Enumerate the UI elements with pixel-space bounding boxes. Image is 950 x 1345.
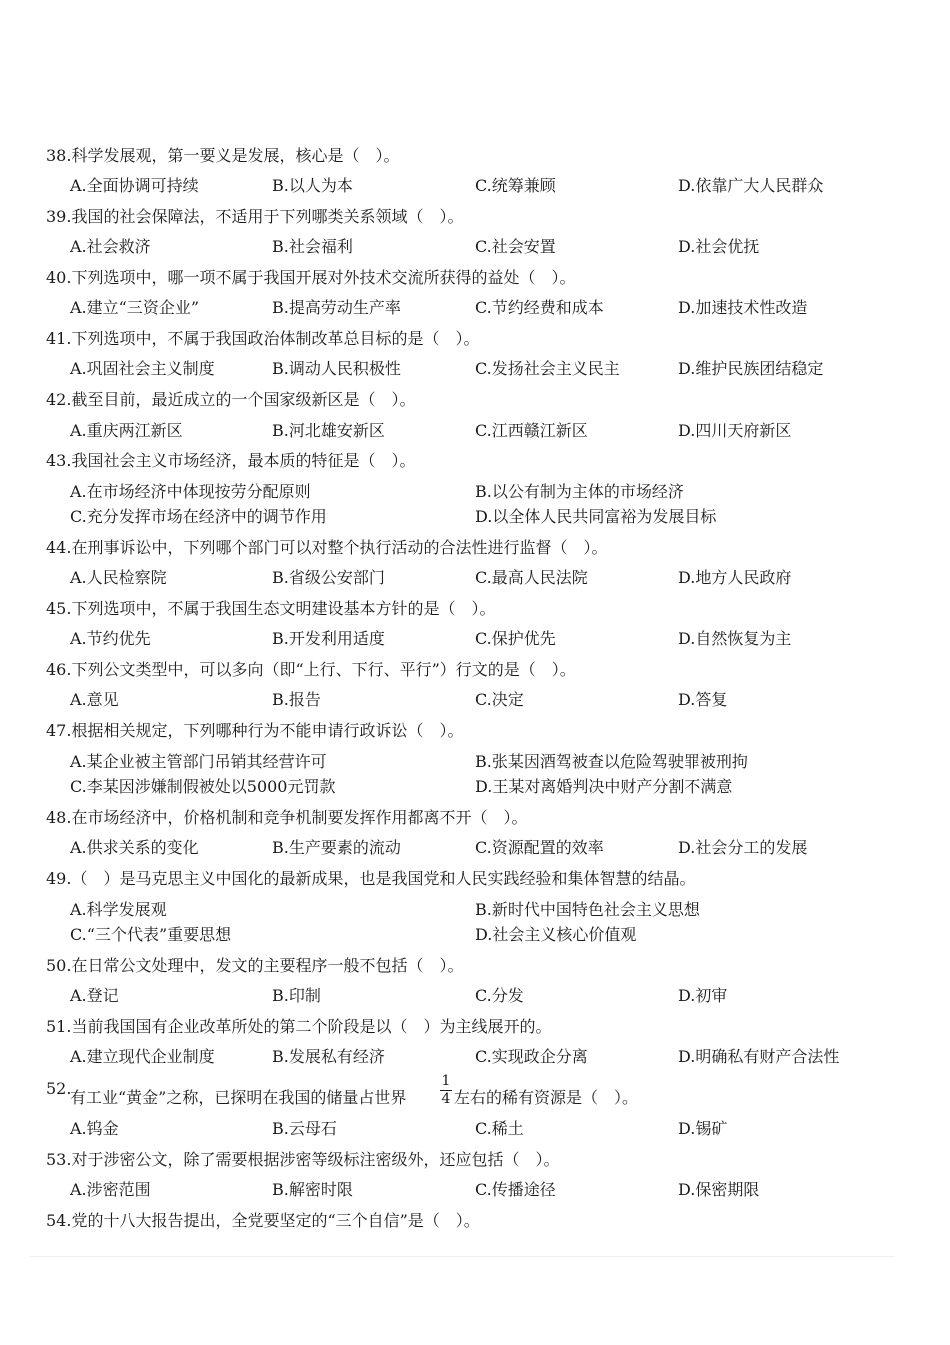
option-b: B.提高劳动生产率 xyxy=(272,298,401,317)
option-d: D.以全体人民共同富裕为发展目标 xyxy=(475,507,717,526)
option-d: D.保密期限 xyxy=(678,1180,760,1199)
option-a: A.建立现代企业制度 xyxy=(70,1047,215,1066)
option-a: A.社会救济 xyxy=(70,237,151,256)
question-stem: 48.在市场经济中，价格机制和竞争机制要发挥作用都离不开（ ）。 xyxy=(46,808,528,827)
option-a: A.涉密范围 xyxy=(70,1180,151,1199)
option-c: C.稀土 xyxy=(475,1119,524,1138)
option-a: A.登记 xyxy=(70,986,119,1005)
option-d: D.维护民族团结稳定 xyxy=(678,359,824,378)
option-d: D.四川天府新区 xyxy=(678,421,792,440)
question-stem: 49.（ ）是马克思主义中国化的最新成果，也是我国党和人民实践经验和集体智慧的结晶。 xyxy=(46,869,696,888)
question-stem: 53.对于涉密公文，除了需要根据涉密等级标注密级外，还应包括（ ）。 xyxy=(46,1150,560,1169)
option-b: B.云母石 xyxy=(272,1119,337,1138)
option-c: C.节约经费和成本 xyxy=(475,298,604,317)
option-d: D.社会主义核心价值观 xyxy=(475,925,637,944)
fraction xyxy=(440,1074,452,1107)
question-stem: 41.下列选项中，不属于我国政治体制改革总目标的是（ ）。 xyxy=(46,329,480,348)
fraction-numerator: 1 xyxy=(441,1073,451,1089)
option-b: B.解密时限 xyxy=(272,1180,353,1199)
option-d: D.地方人民政府 xyxy=(678,568,792,587)
option-c: C.实现政企分离 xyxy=(475,1047,588,1066)
option-d: D.锡矿 xyxy=(678,1119,728,1138)
option-c: C.最高人民法院 xyxy=(475,568,588,587)
option-d: D.王某对离婚判决中财产分割不满意 xyxy=(475,777,733,796)
option-d: D.初审 xyxy=(678,986,728,1005)
question-stem: 44.在刑事诉讼中，下列哪个部门可以对整个执行活动的合法性进行监督（ ）。 xyxy=(46,538,608,557)
option-d: D.明确私有财产合法性 xyxy=(678,1047,840,1066)
option-c: C.传播途径 xyxy=(475,1180,556,1199)
option-a: A.在市场经济中体现按劳分配原则 xyxy=(70,482,311,501)
option-a: A.供求关系的变化 xyxy=(70,838,199,857)
option-a: A.巩固社会主义制度 xyxy=(70,359,215,378)
option-a: A.意见 xyxy=(70,690,119,709)
option-b: B.社会福利 xyxy=(272,237,353,256)
question-stem: 51.当前我国国有企业改革所处的第二个阶段是以（ ）为主线展开的。 xyxy=(46,1017,552,1036)
option-d: D.自然恢复为主 xyxy=(678,629,792,648)
option-b: B.张某因酒驾被查以危险驾驶罪被刑拘 xyxy=(475,752,748,771)
option-c: C.资源配置的效率 xyxy=(475,838,604,857)
option-a: A.建立“三资企业” xyxy=(70,298,200,317)
question-stem-part: 左右的稀有资源是（ ）。 xyxy=(454,1088,639,1107)
question-stem: 47.根据相关规定，下列哪种行为不能申请行政诉讼（ ）。 xyxy=(46,721,464,740)
question-stem: 45.下列选项中，不属于我国生态文明建设基本方针的是（ ）。 xyxy=(46,599,496,618)
option-b: B.新时代中国特色社会主义思想 xyxy=(475,900,700,919)
option-b: B.以公有制为主体的市场经济 xyxy=(475,482,684,501)
option-c: C.统筹兼顾 xyxy=(475,176,556,195)
option-c: C.发扬社会主义民主 xyxy=(475,359,620,378)
option-a: A.人民检察院 xyxy=(70,568,167,587)
option-c: C.江西赣江新区 xyxy=(475,421,588,440)
option-d: D.加速技术性改造 xyxy=(678,298,808,317)
option-b: B.省级公安部门 xyxy=(272,568,385,587)
option-c: C.充分发挥市场在经济中的调节作用 xyxy=(70,507,327,526)
option-d: D.社会分工的发展 xyxy=(678,838,808,857)
option-a: A.某企业被主管部门吊销其经营许可 xyxy=(70,752,327,771)
option-d: D.社会优抚 xyxy=(678,237,760,256)
fraction-denominator: 4 xyxy=(441,1091,451,1107)
option-a: A.全面协调可持续 xyxy=(70,176,199,195)
option-b: B.调动人民积极性 xyxy=(272,359,401,378)
question-stem: 50.在日常公文处理中，发文的主要程序一般不包括（ ）。 xyxy=(46,956,464,975)
option-a: A.钨金 xyxy=(70,1119,119,1138)
question-stem-part: 有工业“黄金”之称，已探明在我国的储量占世界 xyxy=(70,1088,407,1107)
option-c: C.“三个代表”重要思想 xyxy=(70,925,232,944)
question-stem: 54.党的十八大报告提出，全党要坚定的“三个自信”是（ ）。 xyxy=(46,1211,480,1230)
option-a: A.科学发展观 xyxy=(70,900,167,919)
option-b: B.开发利用适度 xyxy=(272,629,385,648)
option-d: D.答复 xyxy=(678,690,728,709)
option-c: C.分发 xyxy=(475,986,524,1005)
question-stem: 42.截至目前，最近成立的一个国家级新区是（ ）。 xyxy=(46,390,416,409)
question-number: 52. xyxy=(46,1079,72,1098)
option-c: C.社会安置 xyxy=(475,237,556,256)
page-divider xyxy=(30,1256,895,1257)
option-b: B.以人为本 xyxy=(272,176,353,195)
question-stem: 40.下列选项中，哪一项不属于我国开展对外技术交流所获得的益处（ ）。 xyxy=(46,268,576,287)
option-a: A.节约优先 xyxy=(70,629,151,648)
question-stem: 43.我国社会主义市场经济，最本质的特征是（ ）。 xyxy=(46,451,416,470)
option-b: B.报告 xyxy=(272,690,321,709)
option-b: B.印制 xyxy=(272,986,321,1005)
question-stem: 46.下列公文类型中，可以多向（即“上行、下行、平行”）行文的是（ ）。 xyxy=(46,660,576,679)
option-c: C.保护优先 xyxy=(475,629,556,648)
option-b: B.河北雄安新区 xyxy=(272,421,385,440)
option-c: C.李某因涉嫌制假被处以5000元罚款 xyxy=(70,777,336,796)
option-b: B.发展私有经济 xyxy=(272,1047,385,1066)
option-b: B.生产要素的流动 xyxy=(272,838,401,857)
option-d: D.依靠广大人民群众 xyxy=(678,176,824,195)
option-c: C.决定 xyxy=(475,690,524,709)
option-a: A.重庆两江新区 xyxy=(70,421,183,440)
question-stem: 38.科学发展观，第一要义是发展，核心是（ ）。 xyxy=(46,146,400,165)
question-stem: 39.我国的社会保障法，不适用于下列哪类关系领域（ ）。 xyxy=(46,207,464,226)
